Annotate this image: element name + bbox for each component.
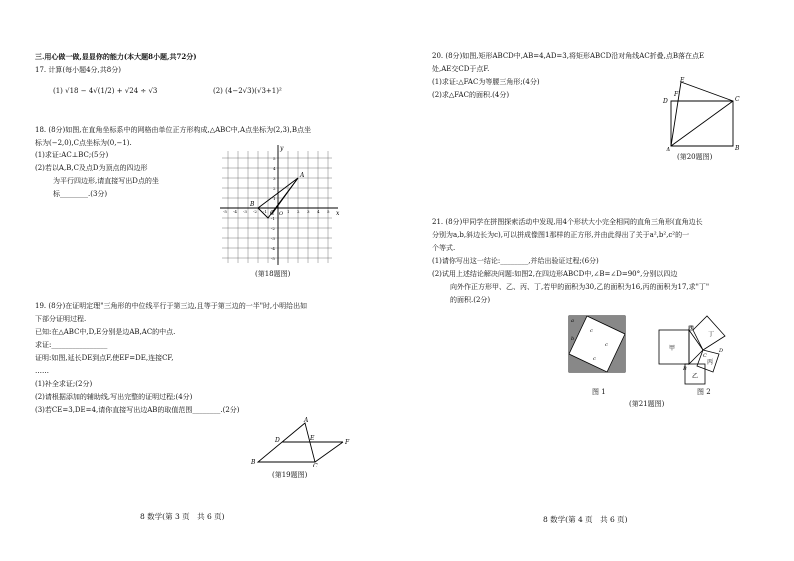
svg-text:2: 2 <box>297 209 300 214</box>
origin-label: O <box>279 211 284 217</box>
q17-part1: (1) √18 − 4√(1/2) + √24 ÷ √3 <box>53 87 158 95</box>
q21-figure2 <box>655 308 741 386</box>
q17-title: 17. 计算(每小题4分,共8分) <box>35 66 121 74</box>
q19-line7: (1)补全求证;(2分) <box>35 380 93 388</box>
x-axis-label: x <box>336 210 340 217</box>
svg-text:B: B <box>683 366 687 372</box>
q19-point-b: B <box>251 459 256 466</box>
right-page <box>397 0 794 561</box>
q21-line6: 向外作正方形甲、乙、丙、丁,若甲的面积为30,乙的面积为16,丙的面积为17,求"丁" <box>450 283 710 291</box>
x-tick-labels <box>223 209 330 214</box>
q21-fig1-caption: 图 1 <box>592 388 606 396</box>
q19-line8: (2)请根据添加的辅助线,写出完整的证明过程;(4分) <box>35 393 193 401</box>
svg-text:-3: -3 <box>243 209 247 214</box>
square-yi: 乙 <box>692 373 699 380</box>
q19-caption: (第19题图) <box>272 471 308 479</box>
svg-text:c: c <box>590 328 593 334</box>
svg-text:5: 5 <box>327 209 330 214</box>
q21-line2: 分别为a,b,斜边长为c),可以拼成像图1那样的正方形,并由此得出了关于a²,b²,c²的一 <box>432 231 690 239</box>
q18-line3: (1)求证:AC⊥BC;(5分) <box>35 151 109 159</box>
q20-line3: (1)求证:△FAC为等腰三角形;(4分) <box>432 78 540 86</box>
q19-line1: 19. (8分)在证明定理"三角形的中位线平行于第三边,且等于第三边的一半"时,小明给出如 <box>35 302 308 310</box>
svg-text:2: 2 <box>273 186 276 191</box>
svg-text:1: 1 <box>287 209 290 214</box>
q19-line5: 证明:如图,延长DE到点F,使EF=DE,连接CF, <box>35 354 174 362</box>
point-b-label: B <box>250 201 255 208</box>
q19-point-a: A <box>304 417 309 424</box>
q19-point-c: C <box>313 463 318 467</box>
q19-line9: (3)若CE=3,DE=4,请你直接写出边AB的取值范围________.(2分) <box>35 406 240 414</box>
q19-line3: 已知:在△ABC中,D,E分别是边AB,AC的中点. <box>35 328 176 336</box>
q21-line4: (1)请你写出这一结论:________,并给出验证过程;(6分) <box>432 257 599 265</box>
q20-point-a: A <box>666 147 671 151</box>
q19-point-d: D <box>275 437 280 444</box>
svg-text:-2: -2 <box>253 209 257 214</box>
svg-text:-1: -1 <box>263 209 267 214</box>
q19-line4: 求证:________________ <box>35 341 108 349</box>
svg-text:1: 1 <box>273 196 276 201</box>
q19-line6: …… <box>35 367 49 375</box>
q18-caption: (第18题图) <box>255 270 291 278</box>
svg-text:-5: -5 <box>271 256 275 261</box>
q18-coordinate-figure <box>218 143 344 267</box>
q18-line1: 18. (8分)如图,在直角坐标系中的网格由单位正方形构成,△ABC中,A点坐标为(2,3),B点坐 <box>35 126 312 134</box>
q19-point-f: F <box>345 439 350 446</box>
q20-point-b: B <box>735 145 740 151</box>
svg-text:D: D <box>719 348 724 354</box>
svg-text:c: c <box>593 356 596 362</box>
q20-line1: 20. (8分)如图,矩形ABCD中,AB=4,AD=3,将矩形ABCD沿对角线AC折叠,点B落在点E <box>432 52 705 60</box>
q21-line7: 的面积.(2分) <box>450 296 491 304</box>
q20-line2: 处,AE交CD于点F. <box>432 65 490 73</box>
q18-line4: (2)若以A,B,C及点D为顶点的四边形 <box>35 164 148 172</box>
svg-text:-1: -1 <box>271 216 275 221</box>
q21-line1: 21. (8分)甲同学在拼图探索活动中发现,用4个形状大小完全相同的直角三角形(直角边长 <box>432 218 703 226</box>
q20-point-c: C <box>735 96 740 103</box>
q20-point-d: D <box>663 98 668 105</box>
right-page-footer: 8 数学(第 4 页 共 6 页) <box>543 515 628 524</box>
svg-text:-4: -4 <box>271 246 275 251</box>
q20-point-f: F <box>674 91 679 98</box>
y-axis-label: y <box>280 145 284 152</box>
q18-line2: 标为(−2,0),C点坐标为(0,−1). <box>35 139 132 147</box>
q21-line3: 个等式. <box>432 244 456 252</box>
q21-caption: (第21题图) <box>629 400 665 408</box>
svg-text:-4: -4 <box>233 209 237 214</box>
q19-line2: 下部分证明过程. <box>35 315 87 323</box>
q20-line4: (2)求△FAC的面积.(4分) <box>432 91 510 99</box>
q18-line6: 标________.(3分) <box>53 190 108 198</box>
q17-part2: (2) (4−2√3)(√3+1)² <box>213 87 282 95</box>
q20-rectangle-figure <box>659 76 749 151</box>
svg-text:c: c <box>605 342 608 348</box>
svg-text:4: 4 <box>317 209 320 214</box>
svg-text:-3: -3 <box>271 236 275 241</box>
svg-text:a: a <box>571 318 574 324</box>
q21-fig2-caption: 图 2 <box>697 388 711 396</box>
square-jia: 甲 <box>669 345 676 352</box>
q18-line5: 为平行四边形,请直接写出D点的坐 <box>53 177 159 185</box>
svg-text:5: 5 <box>273 156 276 161</box>
q20-caption: (第20题图) <box>677 153 713 161</box>
svg-text:-2: -2 <box>271 226 275 231</box>
svg-text:3: 3 <box>273 176 276 181</box>
point-c-label: C <box>270 210 275 217</box>
q21-line5: (2)试用上述结论解决问题:如图2,在四边形ABCD中,∠B=∠D=90°,分别以四边 <box>432 270 678 278</box>
square-ding: 丁 <box>708 331 715 338</box>
q19-triangle-figure <box>248 415 358 467</box>
svg-text:3: 3 <box>307 209 310 214</box>
svg-text:4: 4 <box>273 166 276 171</box>
q21-figure1 <box>565 312 629 376</box>
point-a-label: A <box>300 172 305 179</box>
svg-text:b: b <box>571 336 575 342</box>
q20-point-e: E <box>680 77 685 84</box>
svg-text:-5: -5 <box>223 209 227 214</box>
square-bing: 丙 <box>707 359 714 366</box>
svg-text:C: C <box>703 353 707 359</box>
section-title: 三.用心做一做,显显你的能力(本大题8小题,共72分) <box>35 52 197 61</box>
svg-text:A: A <box>689 325 693 331</box>
left-page-footer: 8 数学(第 3 页 共 6 页) <box>140 512 225 521</box>
q19-point-e: E <box>310 435 315 442</box>
